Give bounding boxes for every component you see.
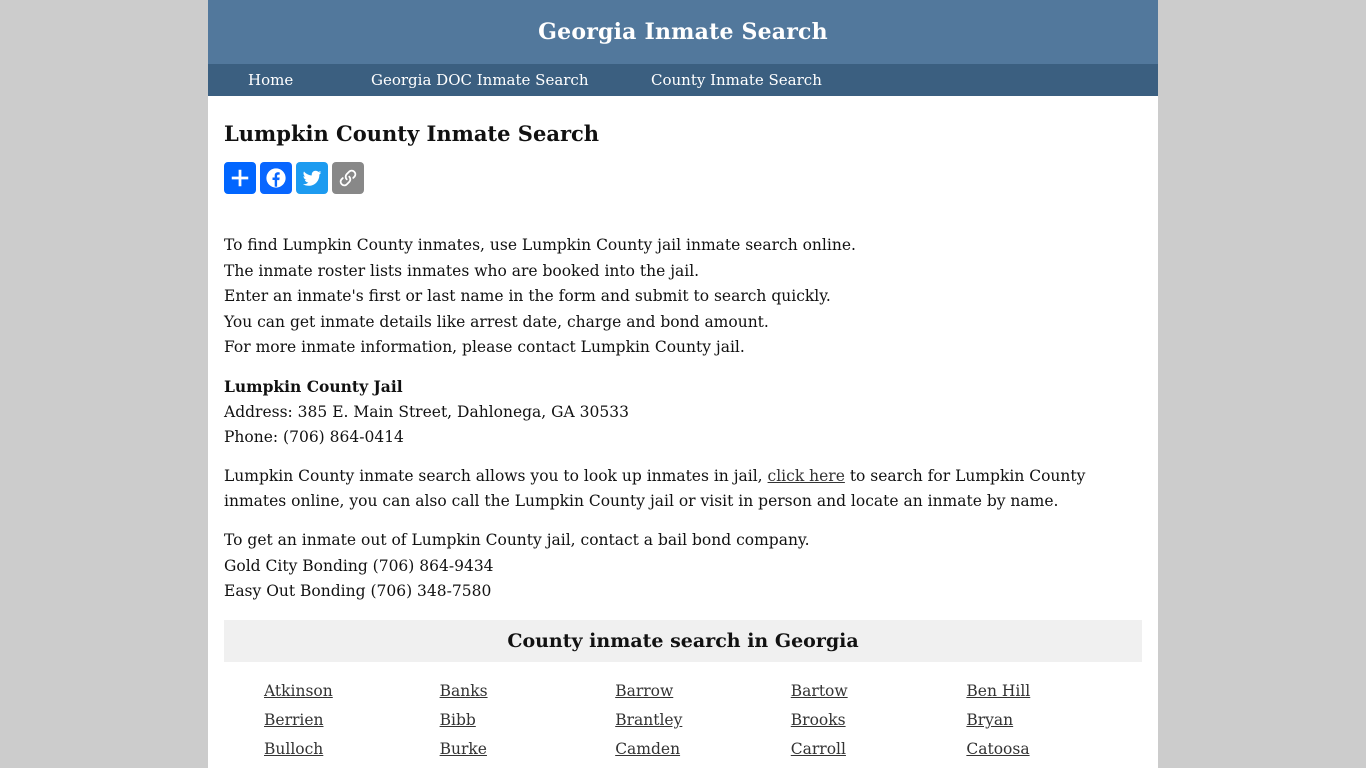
county-link[interactable]: Catoosa: [966, 739, 1030, 758]
page-container: [208, 0, 1158, 768]
bail-intro: To get an inmate out of Lumpkin County jail, contact a bail bond company.: [224, 530, 810, 549]
main-content: [208, 122, 1158, 761]
search-text-before: Lumpkin County inmate search allows you to look up inmates in jail,: [224, 466, 768, 485]
intro-text: [224, 233, 1142, 361]
nav-home[interactable]: Home: [248, 71, 294, 89]
search-text-after: to search for Lumpkin County inmates online, you can also call the Lumpkin County jail or visit in person and locate an inmate by name.: [224, 466, 1086, 511]
copy-link-button[interactable]: [332, 162, 364, 194]
twitter-icon: [301, 167, 323, 189]
intro-line: You can get inmate details like arrest date, charge and bond amount.: [224, 312, 769, 331]
click-here-link[interactable]: click here: [767, 466, 845, 485]
site-header: [208, 0, 1158, 64]
county-link[interactable]: Atkinson: [264, 681, 333, 700]
facebook-share-button[interactable]: [260, 162, 292, 194]
intro-line: To find Lumpkin County inmates, use Lumpkin County jail inmate search online.: [224, 236, 856, 254]
nav-georgia-doc-inmate-search[interactable]: Georgia DOC Inmate Search: [371, 71, 589, 89]
county-link[interactable]: Bryan: [966, 710, 1014, 729]
share-button[interactable]: [224, 162, 256, 194]
county-link[interactable]: Bibb: [439, 710, 476, 729]
county-link[interactable]: Brooks: [790, 710, 846, 729]
intro-line: Enter an inmate's first or last name in the form and submit to search quickly.: [224, 287, 831, 306]
intro-line: For more inmate information, please contact Lumpkin County jail.: [224, 338, 745, 357]
county-link[interactable]: Berrien: [264, 710, 324, 729]
share-icon: [229, 167, 251, 189]
county-list: [224, 680, 1142, 761]
nav-county-inmate-search[interactable]: County Inmate Search: [651, 71, 822, 89]
share-buttons: [224, 162, 1142, 194]
twitter-share-button[interactable]: [296, 162, 328, 194]
county-link[interactable]: Banks: [439, 681, 488, 700]
county-link[interactable]: Ben Hill: [966, 681, 1031, 700]
jail-name: Lumpkin County Jail: [224, 376, 403, 396]
facebook-icon: [265, 167, 287, 189]
bail-info: [224, 528, 1142, 605]
county-link[interactable]: Brantley: [615, 710, 683, 729]
bail-company: Easy Out Bonding (706) 348-7580: [224, 582, 492, 601]
county-link[interactable]: Bartow: [790, 681, 848, 700]
search-paragraph: [224, 464, 1142, 515]
county-link[interactable]: Camden: [615, 739, 681, 758]
county-link[interactable]: Burke: [439, 739, 487, 758]
county-section-title: County inmate search in Georgia: [224, 620, 1142, 662]
intro-line: The inmate roster lists inmates who are booked into the jail.: [224, 261, 700, 280]
copy-link-icon: [337, 167, 359, 189]
jail-info: [224, 374, 1142, 451]
site-title-link[interactable]: Georgia Inmate Search: [538, 19, 828, 45]
jail-address: Address: 385 E. Main Street, Dahlonega, GA 30533: [224, 402, 629, 421]
county-link[interactable]: Carroll: [790, 739, 846, 758]
county-link[interactable]: Bulloch: [264, 739, 324, 758]
county-link[interactable]: Barrow: [615, 681, 674, 700]
page-title: Lumpkin County Inmate Search: [224, 121, 600, 146]
bail-company: Gold City Bonding (706) 864-9434: [224, 556, 494, 575]
jail-phone: Phone: (706) 864-0414: [224, 428, 404, 447]
